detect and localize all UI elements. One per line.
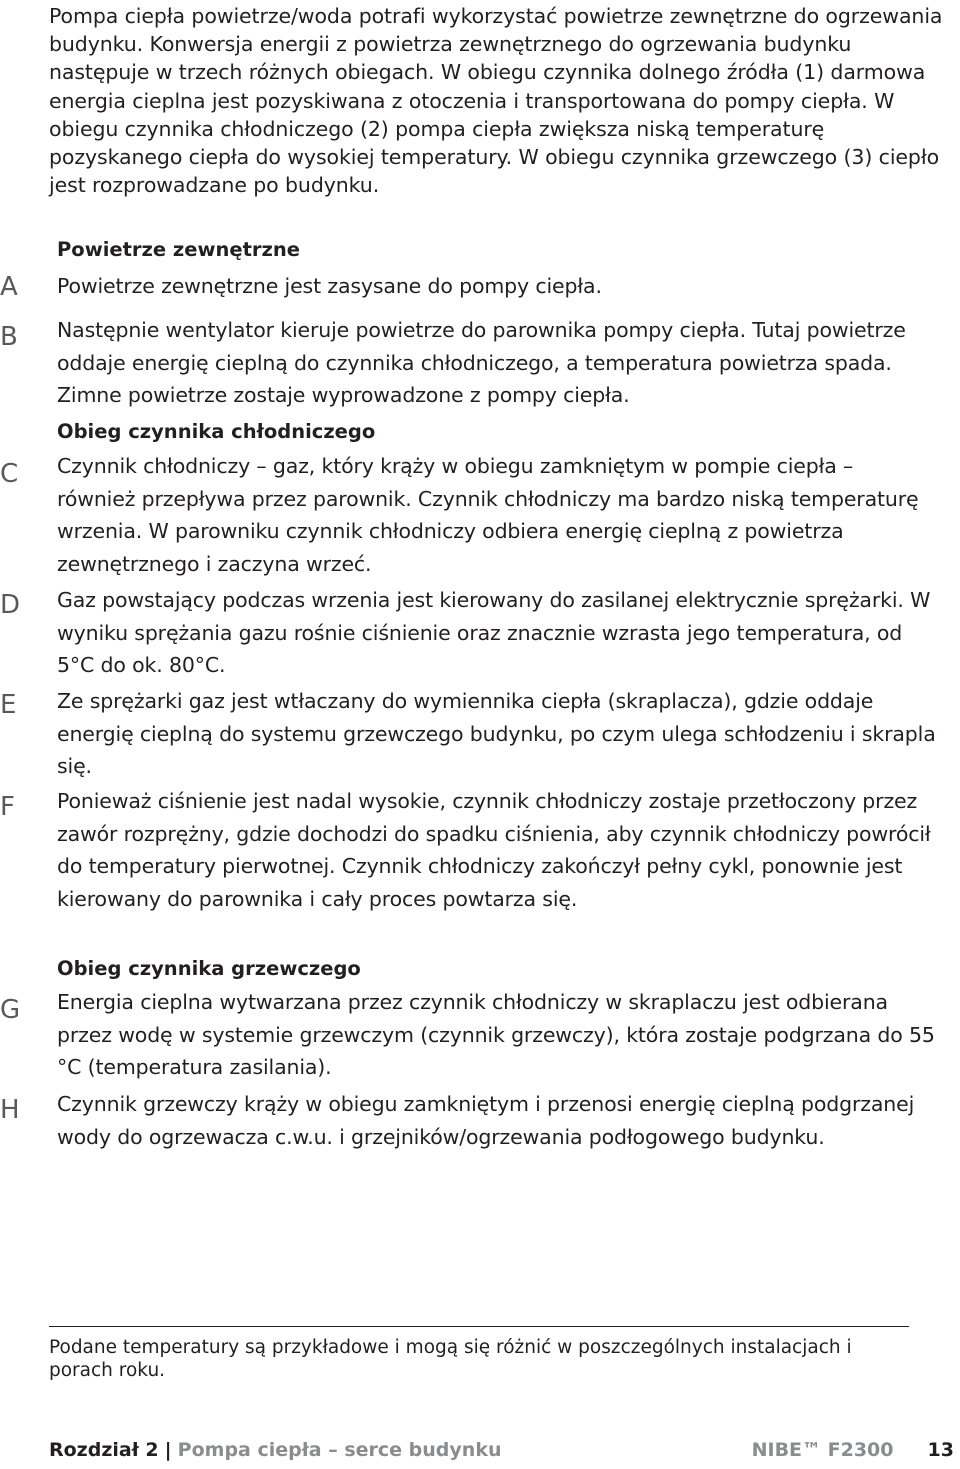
heading-refrigerant-circuit: Obieg czynnika chłodniczego xyxy=(57,420,376,443)
step-letter-g: G xyxy=(0,995,21,1025)
step-letter-b: B xyxy=(0,322,18,352)
footer-chapter-number: Rozdział 2 xyxy=(49,1439,159,1461)
step-text-e: Ze sprężarki gaz jest wtłaczany do wymiennika ciepła (skraplacza), gdzie oddaje energię cieplną do systemu grzewczego budynku, po czym ulega schłodzeniu i skrapla się. xyxy=(57,689,936,778)
footnote: Podane temperatury są przykładowe i mogą się różnić w poszczególnych instalacjach i porach roku. xyxy=(49,1337,852,1381)
step-letter-d: D xyxy=(0,590,21,620)
heading-heating-circuit: Obieg czynnika grzewczego xyxy=(57,957,361,980)
step-text-f: Ponieważ ciśnienie jest nadal wysokie, czynnik chłodniczy zostaje przetłoczony przez zawór rozprężny, gdzie dochodzi do spadku ciśnienia, aby czynnik chłodniczy powrócił do temperatury pierwotnej. Czynnik chłodniczy zakończył pełny cykl, ponownie jest kierowany do parownika i cały proces powtarza się. xyxy=(57,789,931,911)
step-letter-a: A xyxy=(0,272,18,302)
footer-chapter xyxy=(49,1437,501,1463)
step-letter-e: E xyxy=(0,690,17,720)
step-text-d: Gaz powstający podczas wrzenia jest kierowany do zasilanej elektrycznie sprężarki. W wyniku sprężania gazu rośnie ciśnienie oraz znacznie wzrasta jego temperatura, od 5°C do ok. 80°C. xyxy=(57,588,931,677)
step-text-c: Czynnik chłodniczy – gaz, który krąży w obiegu zamkniętym w pompie ciepła – również przepływa przez parownik. Czynnik chłodniczy ma bardzo niską temperaturę wrzenia. W parowniku czynnik chłodniczy odbiera energię cieplną z powietrza zewnętrznego i zaczyna wrzeć. xyxy=(57,454,919,576)
footer-chapter-title: Pompa ciepła – serce budynku xyxy=(177,1439,502,1461)
footer-model-name: NIBE™ F2300 xyxy=(751,1439,894,1461)
heading-outdoor-air: Powietrze zewnętrzne xyxy=(57,238,301,261)
step-text-b: Następnie wentylator kieruje powietrze do parownika pompy ciepła. Tutaj powietrze oddaje energię cieplną do czynnika chłodniczego, a temperatura powietrza spada. Zimne powietrze zostaje wyprowadzone z pompy ciepła. xyxy=(57,318,906,407)
step-letter-h: H xyxy=(0,1095,20,1125)
intro-paragraph: Pompa ciepła powietrze/woda potrafi wykorzystać powietrze zewnętrzne do ogrzewania budynku. Konwersja energii z powietrza zewnętrznego do ogrzewania budynku następuje w trzech różnych obiegach. W obiegu czynnika dolnego źródła (1) darmowa energia cieplna jest pozyskiwana z otoczenia i transportowana do pompy ciepła. W obiegu czynnika chłodniczego (2) pompa ciepła zwiększa niską temperaturę pozyskanego ciepła do wysokiej temperatury. W obiegu czynnika grzewczego (3) ciepło jest rozprowadzane po budynku. xyxy=(49,4,943,198)
footer-separator: | xyxy=(164,1439,172,1461)
footnote-divider xyxy=(49,1326,909,1327)
step-text-h: Czynnik grzewczy krąży w obiegu zamkniętym i przenosi energię cieplną podgrzanej wody do ogrzewacza c.w.u. i grzejników/ogrzewania podłogowego budynku. xyxy=(57,1092,915,1149)
page-number: 13 xyxy=(927,1439,954,1461)
step-text-g: Energia cieplna wytwarzana przez czynnik chłodniczy w skraplaczu jest odbierana przez wodę w systemie grzewczym (czynnik grzewczy), która zostaje podgrzana do 55 °C (temperatura zasilania). xyxy=(57,990,935,1079)
step-text-a: Powietrze zewnętrzne jest zasysane do pompy ciepła. xyxy=(57,274,602,298)
step-letter-f: F xyxy=(0,792,15,822)
step-letter-c: C xyxy=(0,459,19,489)
footer-model-page xyxy=(752,1437,954,1463)
